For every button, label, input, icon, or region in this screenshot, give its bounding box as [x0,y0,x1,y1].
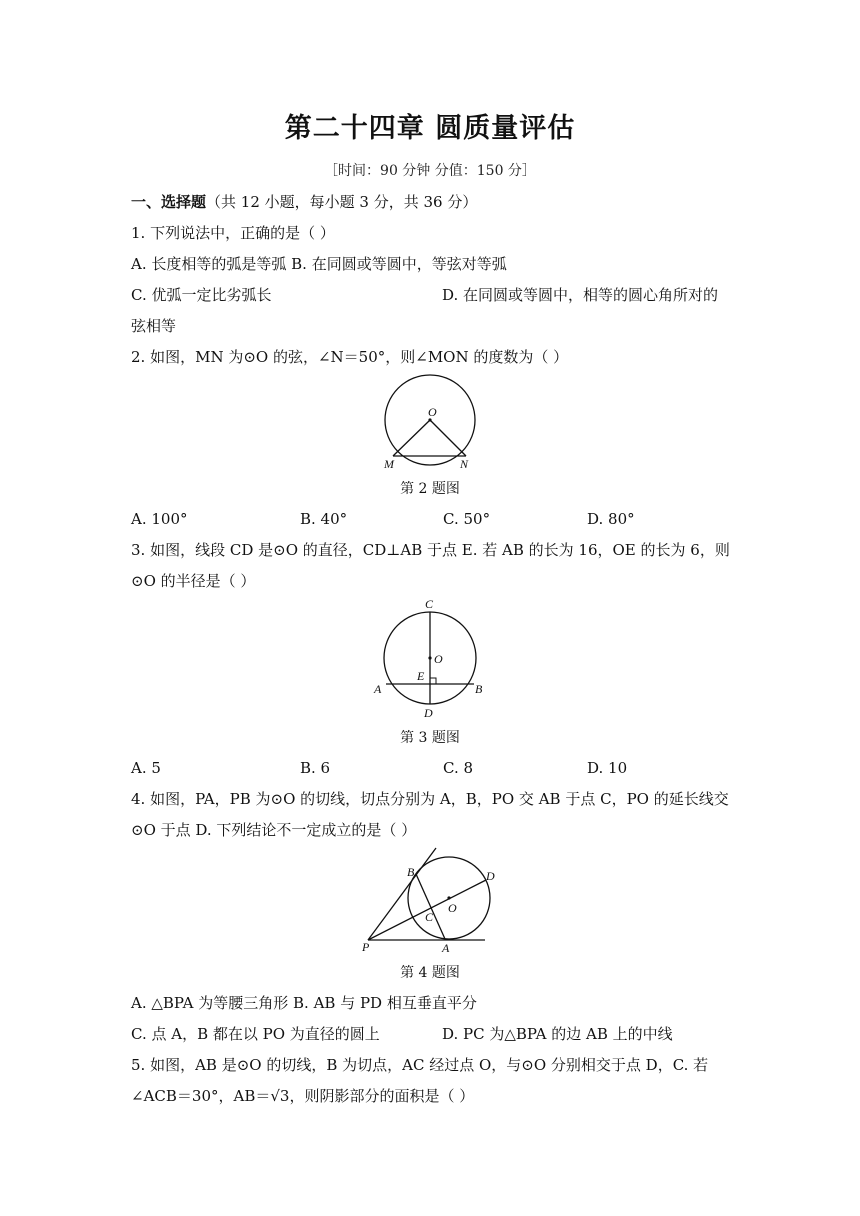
q4-options-ab: A. △BPA 为等腰三角形 B. AB 与 PD 相互垂直平分 [131,994,477,1012]
q3-option-c: C. 8 [443,759,474,777]
q3-option-a: A. 5 [131,759,161,777]
q2-label-n: N [460,457,469,471]
q2-figure [370,372,490,472]
q3-label-a: A [374,682,382,696]
q3-stem-line1: 3. 如图，线段 CD 是⊙O 的直径，CD⊥AB 于点 E. 若 AB 的长为 16，OE 的长为 6，则 [131,541,730,559]
q4-center-point [447,896,450,899]
q3-figure [372,595,492,725]
q2-option-d: D. 80° [587,510,635,528]
q4-stem-line2: ⊙O 于点 D. 下列结论不一定成立的是（ ） [131,821,417,839]
q2-option-a: A. 100° [131,510,188,528]
q4-label-d: D [486,869,495,883]
q4-label-p: P [362,940,370,954]
q3-caption: 第 3 题图 [400,730,460,746]
q4-figure [360,845,500,960]
section-heading: 一、选择题 [131,193,207,211]
q3-label-b: B [475,682,483,696]
q2-stem: 2. 如图，MN 为⊙O 的弦，∠N＝50°，则∠MON 的度数为（ ） [131,348,569,366]
q4-stem-line1: 4. 如图，PA，PB 为⊙O 的切线，切点分别为 A，B，PO 交 AB 于点 C，PO 的延长线交 [131,790,729,808]
q4-chord-ab [416,874,445,939]
q3-label-d: D [424,706,433,720]
section-note: （共 12 小题，每小题 3 分，共 36 分） [206,193,478,211]
q5-stem-line1: 5. 如图，AB 是⊙O 的切线，B 为切点，AC 经过点 O，与⊙O 分别相交于点 D，C. 若 [131,1056,709,1074]
q3-label-o: O [434,652,443,666]
q1-options-ab: A. 长度相等的弧是等弧 B. 在同圆或等圆中，等弦对等弧 [131,255,507,273]
q4-label-o: O [448,901,457,915]
q3-right-angle-mark [430,678,436,684]
q2-option-b: B. 40° [300,510,348,528]
q3-option-b: B. 6 [300,759,331,777]
exam-time-score: ［时间：90 分钟 分值：150 分］ [324,163,536,179]
q4-caption: 第 4 题图 [400,965,460,981]
q1-stem: 1. 下列说法中，正确的是（ ） [131,224,335,242]
q3-label-c: C [425,597,434,611]
q4-label-b: B [407,865,415,879]
q1-option-d-continued: 弦相等 [131,317,177,335]
q4-label-a: A [442,941,450,955]
q1-option-d: D. 在同圆或等圆中，相等的圆心角所对的 [442,286,719,304]
q2-radius-on [430,420,466,456]
q4-option-c: C. 点 A，B 都在以 PO 为直径的圆上 [131,1025,380,1043]
q4-tangent-pb [368,848,436,940]
q2-caption: 第 2 题图 [400,481,460,497]
q1-option-c: C. 优弧一定比劣弧长 [131,286,272,304]
q3-center-point [428,656,431,659]
q4-label-c: C [425,910,434,924]
q2-label-o: O [428,405,437,419]
q5-stem-line2: ∠ACB＝30°，AB＝√3，则阴影部分的面积是（ ） [131,1087,475,1105]
q2-option-c: C. 50° [443,510,491,528]
q3-stem-line2: ⊙O 的半径是（ ） [131,572,256,590]
q3-option-d: D. 10 [587,759,628,777]
q4-option-d: D. PC 为△BPA 的边 AB 上的中线 [442,1025,673,1043]
q3-label-e: E [417,669,425,683]
q2-radius-om [393,420,430,456]
section-header [131,192,477,212]
q2-label-m: M [384,457,394,471]
page-title: 第二十四章 圆质量评估 [284,113,576,144]
